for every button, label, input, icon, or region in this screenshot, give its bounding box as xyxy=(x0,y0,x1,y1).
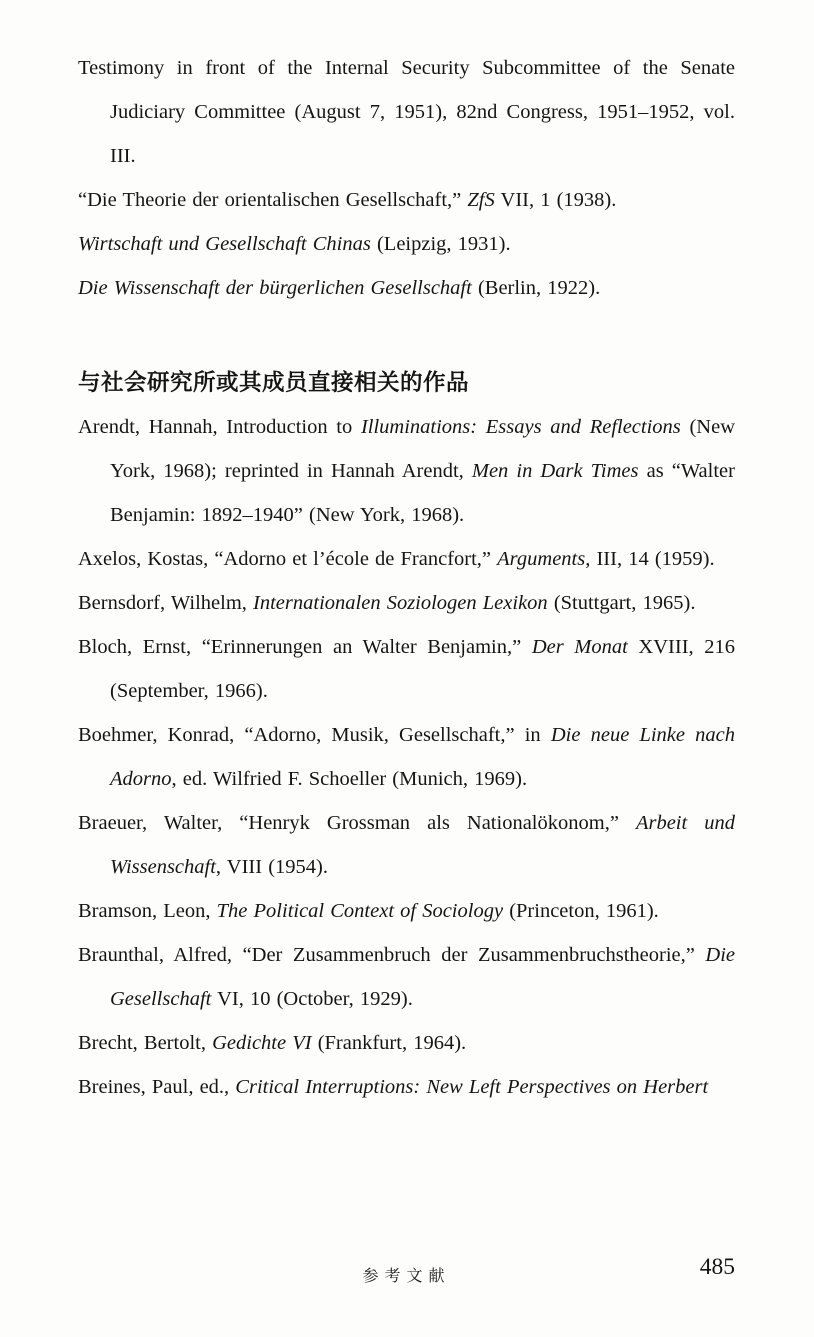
entry-segment: as “Walter Benjamin: 1892–1940” (New York, 1968). xyxy=(110,460,735,526)
entry-segment: (Frankfurt, 1964). xyxy=(311,1032,467,1054)
bibliography-entries-post-heading xyxy=(78,405,735,1109)
bibliography-entry xyxy=(78,581,735,625)
page-number: 485 xyxy=(699,1254,735,1280)
page-footer xyxy=(78,1254,735,1294)
entry-segment-italic: Critical Interruptions: New Left Perspectives on Herbert xyxy=(235,1076,709,1098)
entry-segment: Braunthal, Alfred, “Der Zusammenbruch der Zusammenbruchstheorie,” xyxy=(78,944,706,966)
entry-segment: , ed. Wilfried F. Schoeller (Munich, 1969). xyxy=(171,768,528,790)
entry-segment: Bramson, Leon, xyxy=(78,900,217,922)
entry-segment: Axelos, Kostas, “Adorno et l’école de Francfort,” xyxy=(78,548,498,570)
entry-segment-italic: Die neue Linke nach Adorno xyxy=(110,724,735,790)
entry-segment-italic: Die Wissenschaft der bürgerlichen Gesellschaft xyxy=(78,277,472,299)
entry-segment-italic: Der Monat xyxy=(531,636,628,658)
bibliography-entry xyxy=(78,178,735,222)
entry-segment: (Stuttgart, 1965). xyxy=(547,592,696,614)
entry-segment: Bernsdorf, Wilhelm, xyxy=(78,592,254,614)
bibliography-entry xyxy=(78,405,735,537)
entry-segment: VII, 1 (1938). xyxy=(494,189,617,211)
entry-segment-italic: Die Gesellschaft xyxy=(110,944,735,1010)
bibliography-entry xyxy=(78,1021,735,1065)
entry-segment-italic: The Political Context of Sociology xyxy=(216,900,504,922)
entry-segment: (Princeton, 1961). xyxy=(503,900,659,922)
bibliography-entry xyxy=(78,801,735,889)
bibliography-entry xyxy=(78,46,735,178)
entry-segment: Brecht, Bertolt, xyxy=(78,1032,213,1054)
bibliography-entry xyxy=(78,222,735,266)
bibliography-entry xyxy=(78,713,735,801)
entry-segment: Arendt, Hannah, Introduction to xyxy=(78,416,361,438)
entry-segment: Breines, Paul, ed., xyxy=(78,1076,236,1098)
entry-segment: Testimony in front of the Internal Security Subcommittee of the Senate Judiciary Committee (August 7, 1951), 82nd Congress, 1951–1952, vol. III. xyxy=(78,57,735,167)
bibliography-entry xyxy=(78,1065,735,1109)
footer-section-label: 参考文献 xyxy=(362,1268,451,1285)
bibliography-entry xyxy=(78,889,735,933)
entry-segment: “Die Theorie der orientalischen Gesellschaft,” xyxy=(78,189,468,211)
bibliography-entry xyxy=(78,625,735,713)
entry-segment: Boehmer, Konrad, “Adorno, Musik, Gesellschaft,” in xyxy=(78,724,551,746)
entry-segment: , VIII (1954). xyxy=(215,856,328,878)
bibliography-entry xyxy=(78,537,735,581)
entry-segment-italic: Arbeit und Wissenschaft xyxy=(110,812,735,878)
section-heading: 与社会研究所或其成员直接相关的作品 xyxy=(78,370,470,395)
entry-segment-italic: Arguments xyxy=(497,548,586,570)
entry-segment: (Berlin, 1922). xyxy=(471,277,601,299)
bibliography-entry xyxy=(78,266,735,310)
entry-segment-italic: Illuminations: Essays and Reflections xyxy=(360,416,681,438)
entry-segment-italic: ZfS xyxy=(467,189,495,211)
entry-segment: , III, 14 (1959). xyxy=(585,548,715,570)
entry-segment: (Leipzig, 1931). xyxy=(370,233,511,255)
entry-segment-italic: Wirtschaft und Gesellschaft Chinas xyxy=(78,233,371,255)
entry-segment-italic: Gedichte VI xyxy=(212,1032,312,1054)
entry-segment: XVIII, 216 (September, 1966). xyxy=(110,636,735,702)
bibliography-entries-pre-heading xyxy=(78,46,735,310)
entry-segment-italic: Internationalen Soziologen Lexikon xyxy=(253,592,548,614)
bibliography-content xyxy=(78,46,735,1109)
entry-segment: VI, 10 (October, 1929). xyxy=(211,988,413,1010)
entry-segment: Bloch, Ernst, “Erinnerungen an Walter Benjamin,” xyxy=(78,636,532,658)
entry-segment: Braeuer, Walter, “Henryk Grossman als Nationalökonom,” xyxy=(78,812,636,834)
entry-segment-italic: Men in Dark Times xyxy=(471,460,639,482)
bibliography-entry xyxy=(78,933,735,1021)
entry-segment: (New York, 1968); reprinted in Hannah Arendt, xyxy=(110,416,735,482)
